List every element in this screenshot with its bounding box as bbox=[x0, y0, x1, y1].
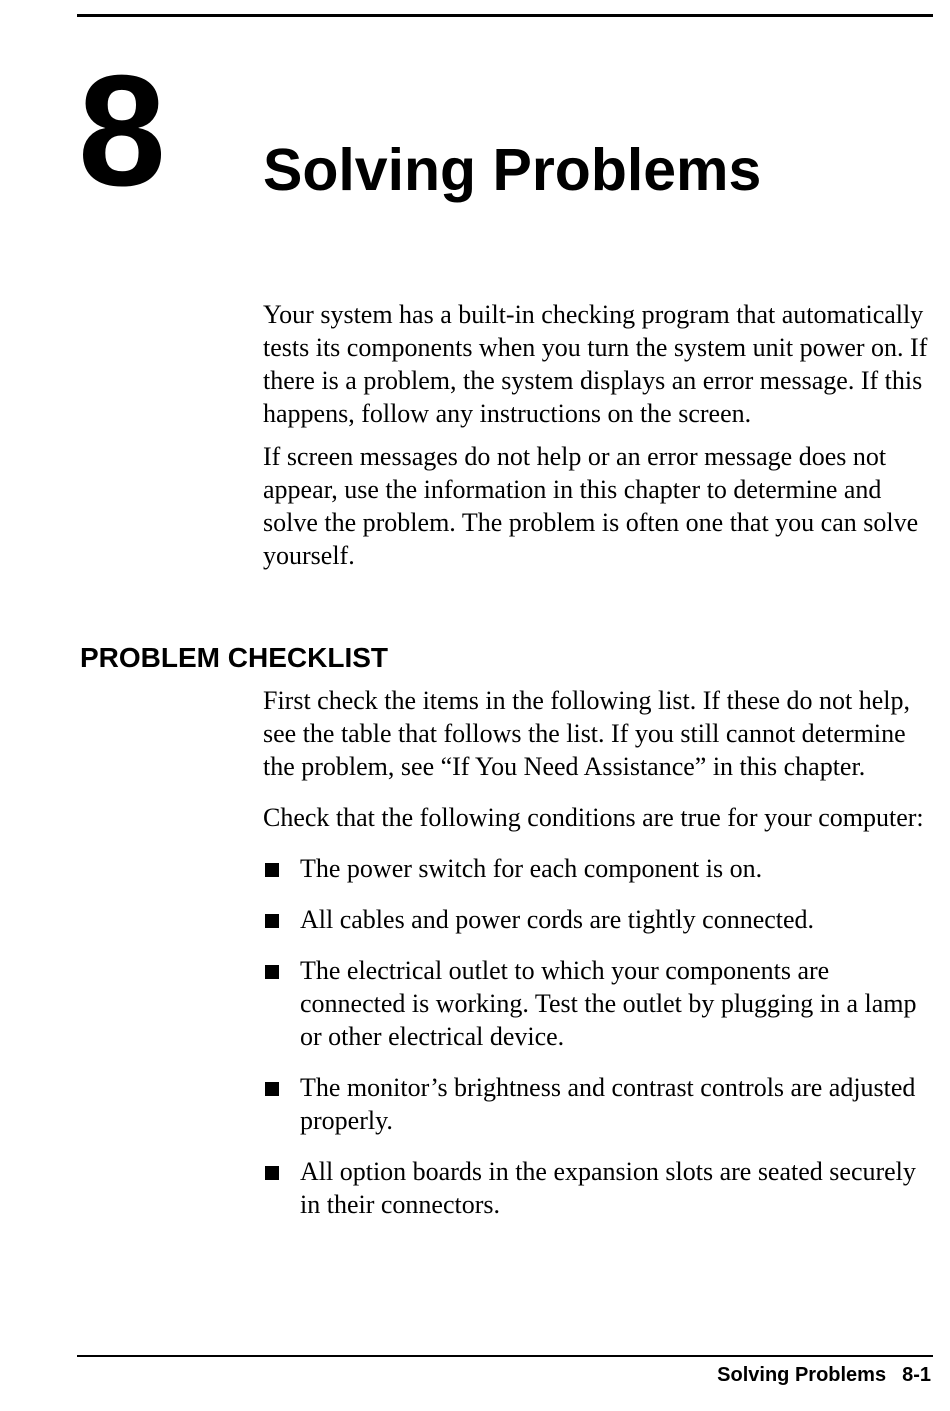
checklist-items bbox=[263, 852, 935, 1221]
checklist-section bbox=[263, 684, 935, 1221]
intro-section bbox=[263, 298, 935, 572]
square-bullet-icon bbox=[265, 1082, 279, 1096]
checklist-paragraph: Check that the following conditions are true for your computer: bbox=[263, 803, 924, 832]
list-item bbox=[263, 852, 935, 885]
footer-page-number: 8-1 bbox=[902, 1364, 931, 1386]
square-bullet-icon bbox=[265, 965, 279, 979]
checklist-paragraph: First check the items in the following list. If these do not help, see the table that follows the list. If you still cannot determine the problem, see “If You Need Assistance” in this chapter. bbox=[263, 686, 911, 781]
intro-paragraph: If screen messages do not help or an error message does not appear, use the information in this chapter to determine and solve the problem. The problem is often one that you can solve yourself. bbox=[263, 442, 919, 570]
top-rule bbox=[77, 14, 933, 17]
list-item-text: All cables and power cords are tightly connected. bbox=[300, 905, 815, 934]
list-item bbox=[263, 1155, 935, 1221]
bottom-rule bbox=[77, 1355, 933, 1357]
footer-section-title: Solving Problems bbox=[717, 1364, 887, 1386]
list-item bbox=[263, 903, 935, 936]
page-footer bbox=[717, 1364, 931, 1387]
list-item bbox=[263, 1071, 935, 1137]
square-bullet-icon bbox=[265, 863, 279, 877]
list-item-text: The power switch for each component is on. bbox=[300, 854, 763, 883]
list-item-text: The electrical outlet to which your components are connected is working. Test the outlet by plugging in a lamp or other electrical device. bbox=[300, 956, 917, 1051]
chapter-number: 8 bbox=[78, 43, 166, 219]
square-bullet-icon bbox=[265, 914, 279, 928]
square-bullet-icon bbox=[265, 1166, 279, 1180]
chapter-title: Solving Problems bbox=[263, 137, 762, 203]
list-item-text: All option boards in the expansion slots are seated securely in their connectors. bbox=[300, 1157, 916, 1219]
list-item-text: The monitor’s brightness and contrast controls are adjusted properly. bbox=[300, 1073, 916, 1135]
list-item bbox=[263, 954, 935, 1053]
intro-paragraph: Your system has a built-in checking program that automatically tests its components when you turn the system unit power on. If there is a problem, the system displays an error message. If this happens, follow any instructions on the screen. bbox=[263, 300, 928, 428]
section-heading: PROBLEM CHECKLIST bbox=[80, 642, 388, 673]
